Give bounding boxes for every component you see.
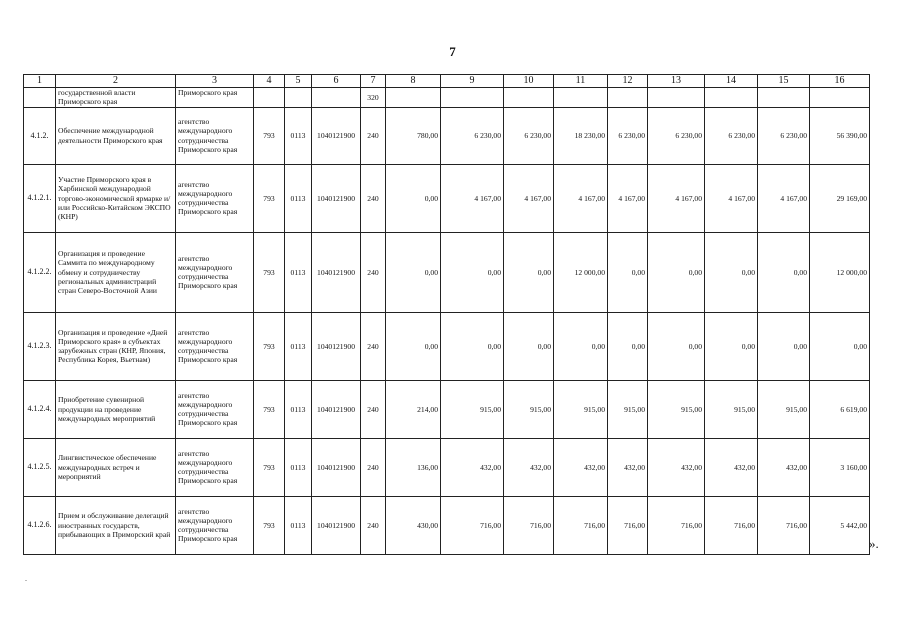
row-value: 0,00 <box>554 312 608 380</box>
row-code: 4.1.2.1. <box>24 164 56 232</box>
column-header-1: 1 <box>24 75 56 88</box>
column-header-7: 7 <box>361 75 386 88</box>
column-header-9: 9 <box>441 75 504 88</box>
row-name: Прием и обслуживание делегаций иностранных государств, прибывающих в Приморский край <box>56 496 176 554</box>
row-value: 6 230,00 <box>648 107 705 164</box>
row-code <box>24 88 56 108</box>
row-value: 6 230,00 <box>758 107 810 164</box>
row-rzpr: 0113 <box>285 438 312 496</box>
column-header-10: 10 <box>504 75 554 88</box>
row-code: 4.1.2. <box>24 107 56 164</box>
row-value: 4 167,00 <box>608 164 648 232</box>
row-value: 4 167,00 <box>705 164 758 232</box>
row-value: 716,00 <box>554 496 608 554</box>
row-value: 0,00 <box>705 312 758 380</box>
row-vr: 240 <box>361 380 386 438</box>
row-value: 432,00 <box>441 438 504 496</box>
cell <box>504 88 554 108</box>
row-value: 716,00 <box>441 496 504 554</box>
row-code: 4.1.2.2. <box>24 232 56 312</box>
row-value: 915,00 <box>441 380 504 438</box>
row-value: 4 167,00 <box>504 164 554 232</box>
row-value: 56 390,00 <box>810 107 870 164</box>
row-rzpr <box>285 88 312 108</box>
row-executor: агентство международного сотрудничества Приморского края <box>176 312 254 380</box>
header-row <box>24 75 870 88</box>
row-executor: агентство международного сотрудничества Приморского края <box>176 232 254 312</box>
row-value: 6 619,00 <box>810 380 870 438</box>
row-grbs: 793 <box>254 438 285 496</box>
cell <box>608 88 648 108</box>
row-value: 780,00 <box>386 107 441 164</box>
row-vr: 240 <box>361 164 386 232</box>
column-header-14: 14 <box>705 75 758 88</box>
row-grbs: 793 <box>254 312 285 380</box>
row-value: 0,00 <box>504 312 554 380</box>
row-value: 0,00 <box>441 312 504 380</box>
row-csr: 1040121900 <box>312 496 361 554</box>
row-value: 4 167,00 <box>554 164 608 232</box>
row-vr: 240 <box>361 438 386 496</box>
row-value: 0,00 <box>504 232 554 312</box>
row-vr: 240 <box>361 232 386 312</box>
row-name: государственной власти Приморского края <box>56 88 176 108</box>
row-value: 432,00 <box>608 438 648 496</box>
row-vr: 240 <box>361 496 386 554</box>
row-value: 716,00 <box>648 496 705 554</box>
cell <box>758 88 810 108</box>
row-name: Обеспечение международной деятельности Приморского края <box>56 107 176 164</box>
table-row <box>24 380 870 438</box>
row-value: 915,00 <box>705 380 758 438</box>
row-name: Организация и проведение «Дней Приморского края» в субъектах зарубежных стран (КНР, Япония, Республика Корея, Вьетнам) <box>56 312 176 380</box>
table-row <box>24 107 870 164</box>
row-value: 0,00 <box>386 232 441 312</box>
row-value: 136,00 <box>386 438 441 496</box>
row-value: 0,00 <box>386 312 441 380</box>
column-header-13: 13 <box>648 75 705 88</box>
row-code: 4.1.2.6. <box>24 496 56 554</box>
row-rzpr: 0113 <box>285 107 312 164</box>
row-value: 915,00 <box>504 380 554 438</box>
row-value: 12 000,00 <box>554 232 608 312</box>
row-value: 432,00 <box>648 438 705 496</box>
row-value: 18 230,00 <box>554 107 608 164</box>
column-header-16: 16 <box>810 75 870 88</box>
row-csr <box>312 88 361 108</box>
row-name: Участие Приморского края в Харбинской международной торгово-экономической ярмарке и/или Российско-Китайском ЭКСПО (КНР) <box>56 164 176 232</box>
row-grbs: 793 <box>254 107 285 164</box>
column-header-6: 6 <box>312 75 361 88</box>
column-header-12: 12 <box>608 75 648 88</box>
continuation-row <box>24 88 870 108</box>
row-value: 0,00 <box>608 232 648 312</box>
row-value: 0,00 <box>758 312 810 380</box>
table-row <box>24 232 870 312</box>
row-value: 4 167,00 <box>758 164 810 232</box>
row-value: 4 167,00 <box>441 164 504 232</box>
row-rzpr: 0113 <box>285 164 312 232</box>
column-header-11: 11 <box>554 75 608 88</box>
cell <box>441 88 504 108</box>
row-csr: 1040121900 <box>312 312 361 380</box>
row-value: 432,00 <box>554 438 608 496</box>
budget-table <box>23 74 870 555</box>
row-grbs: 793 <box>254 380 285 438</box>
row-executor: агентство международного сотрудничества Приморского края <box>176 496 254 554</box>
row-value: 29 169,00 <box>810 164 870 232</box>
row-value: 432,00 <box>705 438 758 496</box>
column-header-2: 2 <box>56 75 176 88</box>
row-vr: 320 <box>361 88 386 108</box>
row-value: 430,00 <box>386 496 441 554</box>
row-executor: агентство международного сотрудничества Приморского края <box>176 438 254 496</box>
row-code: 4.1.2.4. <box>24 380 56 438</box>
row-rzpr: 0113 <box>285 380 312 438</box>
row-value: 4 167,00 <box>648 164 705 232</box>
page-number: 7 <box>449 44 456 59</box>
row-executor: агентство международного сотрудничества Приморского края <box>176 380 254 438</box>
row-rzpr: 0113 <box>285 232 312 312</box>
row-rzpr: 0113 <box>285 312 312 380</box>
row-value: 0,00 <box>810 312 870 380</box>
row-value: 716,00 <box>608 496 648 554</box>
table-row <box>24 312 870 380</box>
cell <box>705 88 758 108</box>
row-value: 6 230,00 <box>608 107 648 164</box>
row-grbs: 793 <box>254 496 285 554</box>
row-value: 12 000,00 <box>810 232 870 312</box>
row-executor: агентство международного сотрудничества Приморского края <box>176 164 254 232</box>
row-vr: 240 <box>361 107 386 164</box>
column-header-8: 8 <box>386 75 441 88</box>
cell <box>554 88 608 108</box>
row-value: 6 230,00 <box>441 107 504 164</box>
row-value: 0,00 <box>705 232 758 312</box>
table-row <box>24 496 870 554</box>
row-name: Приобретение сувенирной продукции на проведение международных мероприятий <box>56 380 176 438</box>
row-executor: агентство международного сотрудничества Приморского края <box>176 107 254 164</box>
row-value: 214,00 <box>386 380 441 438</box>
column-header-15: 15 <box>758 75 810 88</box>
row-executor: Приморского края <box>176 88 254 108</box>
row-value: 716,00 <box>758 496 810 554</box>
row-value: 915,00 <box>554 380 608 438</box>
table-row <box>24 438 870 496</box>
row-value: 3 160,00 <box>810 438 870 496</box>
row-value: 0,00 <box>608 312 648 380</box>
row-value: 432,00 <box>758 438 810 496</box>
row-value: 0,00 <box>648 312 705 380</box>
row-code: 4.1.2.3. <box>24 312 56 380</box>
row-csr: 1040121900 <box>312 107 361 164</box>
row-value: 915,00 <box>608 380 648 438</box>
row-grbs: 793 <box>254 164 285 232</box>
row-name: Организация и проведение Саммита по международному обмену и сотрудничеству региональных администраций стран Северо-Восточной Азии <box>56 232 176 312</box>
row-value: 0,00 <box>441 232 504 312</box>
cell <box>810 88 870 108</box>
row-csr: 1040121900 <box>312 438 361 496</box>
row-value: 5 442,00 <box>810 496 870 554</box>
row-value: 0,00 <box>386 164 441 232</box>
row-value: 432,00 <box>504 438 554 496</box>
row-code: 4.1.2.5. <box>24 438 56 496</box>
row-value: 0,00 <box>648 232 705 312</box>
row-value: 716,00 <box>705 496 758 554</box>
row-name: Лингвистическое обеспечение международных встреч и мероприятий <box>56 438 176 496</box>
row-vr: 240 <box>361 312 386 380</box>
row-value: 6 230,00 <box>705 107 758 164</box>
column-header-3: 3 <box>176 75 254 88</box>
row-value: 915,00 <box>758 380 810 438</box>
table-row <box>24 164 870 232</box>
column-header-5: 5 <box>285 75 312 88</box>
row-grbs <box>254 88 285 108</box>
row-csr: 1040121900 <box>312 380 361 438</box>
row-csr: 1040121900 <box>312 232 361 312</box>
column-header-4: 4 <box>254 75 285 88</box>
cell <box>648 88 705 108</box>
scan-speck <box>25 580 27 581</box>
row-value: 0,00 <box>758 232 810 312</box>
row-value: 915,00 <box>648 380 705 438</box>
row-rzpr: 0113 <box>285 496 312 554</box>
row-csr: 1040121900 <box>312 164 361 232</box>
row-value: 6 230,00 <box>504 107 554 164</box>
row-grbs: 793 <box>254 232 285 312</box>
row-value: 716,00 <box>504 496 554 554</box>
cell <box>386 88 441 108</box>
closing-quote: ». <box>869 536 879 551</box>
